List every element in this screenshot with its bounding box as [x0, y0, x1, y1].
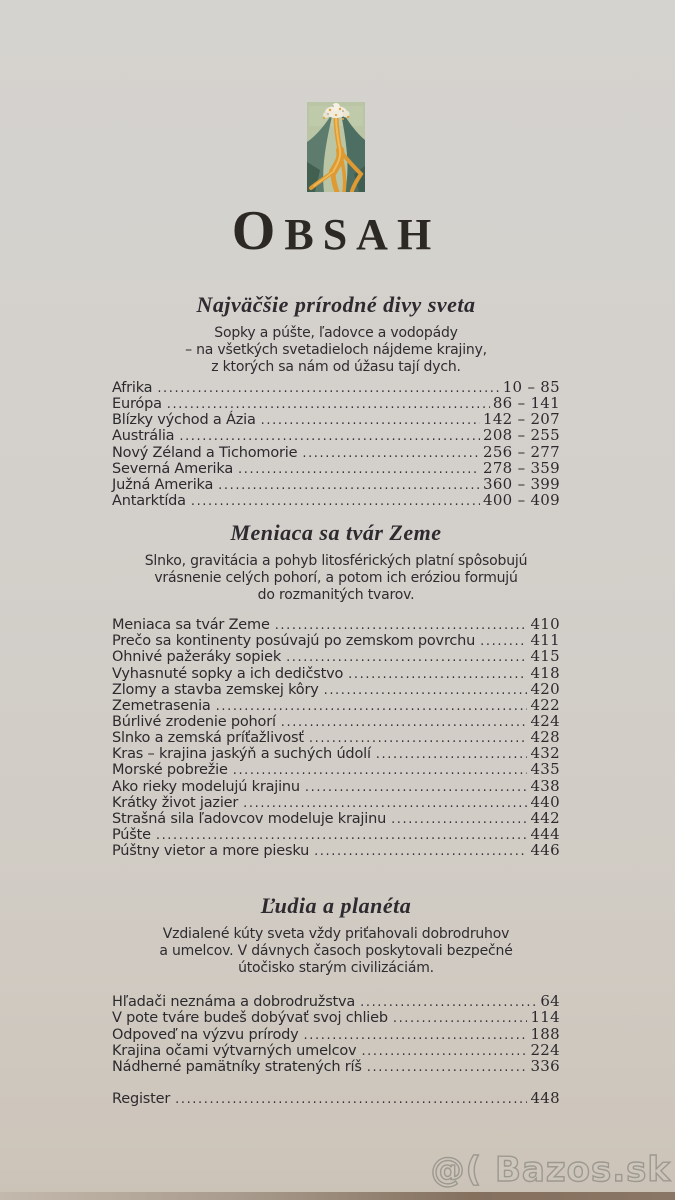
toc-list: [112, 616, 560, 858]
toc-entry-title: Vyhasnuté sopky a ich dedičstvo: [112, 665, 344, 682]
toc-entry-pages: 442: [530, 808, 560, 827]
toc-page-content: [112, 0, 560, 1106]
toc-entry-pages: 86 – 141: [492, 394, 560, 413]
dot-leader: [275, 618, 528, 634]
toc-row: [112, 632, 560, 648]
toc-row: [112, 476, 560, 492]
toc-entry-pages: 278 – 359: [483, 458, 560, 477]
dot-leader: [243, 796, 527, 812]
toc-row: [112, 460, 560, 476]
toc-row: [112, 810, 560, 826]
toc-entry-title: Ohnivé pažeráky sopiek: [112, 649, 282, 666]
dot-leader: [261, 413, 480, 429]
toc-entry-pages: 336: [530, 1056, 560, 1075]
toc-row: [112, 794, 560, 810]
toc-row: [112, 761, 560, 777]
toc-row: [112, 427, 560, 443]
toc-entry-pages: 208 – 255: [483, 426, 560, 445]
toc-row: [112, 697, 560, 713]
toc-entry-pages: 440: [530, 792, 560, 811]
toc-entry-title: Blízky východ a Ázia: [112, 412, 256, 429]
toc-entry-title: V pote tváre budeš dobývať svoj chlieb: [112, 1010, 388, 1027]
dot-leader: [286, 650, 527, 666]
toc-entry-pages: 444: [530, 824, 560, 843]
toc-row: [112, 648, 560, 664]
intro-line: a umelcov. V dávnych časoch poskytovali bezpečné: [159, 943, 513, 960]
toc-row: [112, 1058, 560, 1074]
toc-entry-title: Meniaca sa tvár Zeme: [112, 617, 270, 634]
dot-leader: [218, 478, 480, 494]
dot-leader: [305, 780, 528, 796]
toc-entry-pages: 10 – 85: [502, 378, 560, 396]
page-title: OBSAH: [231, 200, 441, 262]
toc-entry-pages: 188: [530, 1024, 560, 1043]
dot-leader: [302, 446, 480, 462]
toc-row: [112, 665, 560, 681]
dot-leader: [238, 462, 480, 478]
dot-leader: [156, 828, 528, 844]
section-intro: [112, 325, 560, 376]
toc-entry-title: Prečo sa kontinenty posúvajú po zemskom povrchu: [112, 633, 476, 650]
toc-row: [112, 681, 560, 697]
toc-row: [112, 745, 560, 761]
toc-entry-title: Strašná sila ľadovcov modeluje krajinu: [112, 810, 387, 827]
toc-entry-pages: 410: [530, 615, 560, 634]
register-row: [112, 1090, 560, 1106]
toc-entry-pages: 415: [530, 647, 560, 666]
page-edge-shadow: [0, 1192, 675, 1200]
toc-entry-title: Ako rieky modelujú krajinu: [112, 778, 300, 795]
dot-leader: [393, 1011, 528, 1027]
dot-leader: [179, 429, 480, 445]
toc-entry-pages: 446: [530, 841, 560, 860]
bazos-watermark: @( Bazos.sk: [430, 1150, 671, 1190]
intro-line: z ktorých sa nám od úžasu tají dych.: [211, 359, 461, 375]
toc-row: [112, 713, 560, 729]
section-intro: [112, 926, 560, 977]
toc-entry-pages: 142 – 207: [483, 410, 560, 429]
toc-entry-title: Krátky život jazier: [112, 794, 239, 811]
dot-leader: [175, 1092, 527, 1108]
toc-entry-title: Afrika: [112, 380, 153, 396]
toc-row: [112, 1026, 560, 1042]
dot-leader: [348, 667, 527, 683]
toc-entry-title: Zlomy a stavba zemskej kôry: [112, 681, 319, 698]
toc-section: [112, 293, 560, 508]
intro-line: Slnko, gravitácia a pohyb litosférických platní spôsobujú: [144, 553, 528, 570]
intro-line: Sopky a púšte, ľadovce a vodopády: [214, 325, 458, 341]
toc-entry-pages: 432: [530, 744, 560, 763]
toc-row: [112, 826, 560, 842]
toc-entry-title: Severná Amerika: [112, 460, 234, 477]
toc-entry-pages: 435: [530, 760, 560, 779]
toc-list: [112, 379, 560, 508]
toc-section: [112, 521, 560, 858]
toc-entry-title: Zemetrasenia: [112, 697, 211, 714]
toc-entry-title: Slnko a zemská príťažlivosť: [112, 730, 304, 747]
toc-row: [112, 379, 560, 395]
toc-entry-pages: 64: [540, 992, 560, 1011]
toc-entry-pages: 422: [530, 695, 560, 714]
dot-leader: [233, 763, 528, 779]
toc-entry-pages: 428: [530, 728, 560, 747]
toc-row: [112, 778, 560, 794]
toc-row: [112, 395, 560, 411]
toc-row: [112, 1009, 560, 1025]
toc-entry-title: Hľadači neznáma a dobrodružstva: [112, 994, 356, 1011]
dot-leader: [361, 1044, 527, 1060]
toc-entry-title: Púšte: [112, 826, 151, 843]
toc-entry-pages: 424: [530, 711, 560, 730]
toc-row: [112, 842, 560, 858]
toc-row: [112, 729, 560, 745]
intro-line: – na všetkých svetadieloch nájdeme krajiny,: [185, 342, 487, 358]
toc-entry-title: Antarktída: [112, 492, 186, 509]
section-heading: Najväčšie prírodné divy sveta: [196, 292, 476, 317]
dot-leader: [167, 397, 490, 413]
toc-entry-pages: 418: [530, 663, 560, 682]
toc-entry-pages: 360 – 399: [483, 474, 560, 493]
toc-row: [112, 1042, 560, 1058]
toc-row: [112, 411, 560, 427]
toc-entry-pages: 114: [530, 1008, 560, 1027]
toc-entry-pages: 448: [530, 1088, 560, 1107]
dot-leader: [314, 844, 527, 860]
section-heading: Ľudia a planéta: [260, 893, 412, 919]
toc-row: [112, 492, 560, 508]
toc-entry-title: Register: [112, 1090, 171, 1107]
toc-entry-pages: 224: [530, 1040, 560, 1059]
toc-entry-pages: 400 – 409: [483, 490, 560, 509]
toc-section: [112, 894, 560, 1074]
toc-row: [112, 616, 560, 632]
intro-line: do rozmanitých tvarov.: [257, 587, 415, 604]
toc-entry-title: Južná Amerika: [112, 476, 214, 493]
toc-entry-title: Krajina očami výtvarných umelcov: [112, 1042, 357, 1059]
dot-leader: [157, 381, 499, 397]
toc-entry-pages: 411: [530, 631, 560, 650]
toc-entry-title: Odpoveď na výzvu prírody: [112, 1026, 299, 1043]
toc-entry-title: Austrália: [112, 428, 175, 445]
toc-entry-pages: 438: [530, 776, 560, 795]
dot-leader: [324, 683, 528, 699]
toc-entry-title: Púštny vietor a more piesku: [112, 843, 310, 860]
toc-entry-title: Búrlivé zrodenie pohorí: [112, 713, 276, 730]
volcano-eruption-icon: [307, 102, 365, 196]
toc-entry-title: Nový Zéland a Tichomorie: [112, 444, 298, 461]
dot-leader: [304, 1028, 528, 1044]
dot-leader: [367, 1060, 528, 1076]
section-intro: [112, 553, 560, 604]
dot-leader: [480, 634, 527, 650]
toc-entry-title: Morské pobrežie: [112, 762, 228, 779]
toc-row: [112, 993, 560, 1009]
dot-leader: [309, 731, 528, 747]
toc-row: [112, 444, 560, 460]
intro-line: útočisko starým civilizáciám.: [238, 960, 434, 977]
dot-leader: [376, 747, 528, 763]
toc-entry-title: Európa: [112, 396, 162, 413]
intro-line: vrásnenie celých pohorí, a potom ich eróziou formujú: [154, 570, 518, 587]
dot-leader: [391, 812, 527, 828]
intro-line: Vzdialené kúty sveta vždy priťahovali dobrodruhov: [162, 926, 510, 943]
dot-leader: [281, 715, 528, 731]
dot-leader: [191, 494, 480, 510]
dot-leader: [216, 699, 528, 715]
toc-entry-pages: 256 – 277: [483, 442, 560, 461]
toc-list: [112, 993, 560, 1074]
dot-leader: [360, 995, 537, 1011]
toc-entry-pages: 420: [530, 679, 560, 698]
toc-entry-title: Kras – krajina jaskýň a suchých údolí: [112, 746, 371, 763]
toc-entry-title: Nádherné pamätníky stratených ríš: [112, 1058, 362, 1075]
section-heading: Meniaca sa tvár Zeme: [230, 520, 442, 546]
